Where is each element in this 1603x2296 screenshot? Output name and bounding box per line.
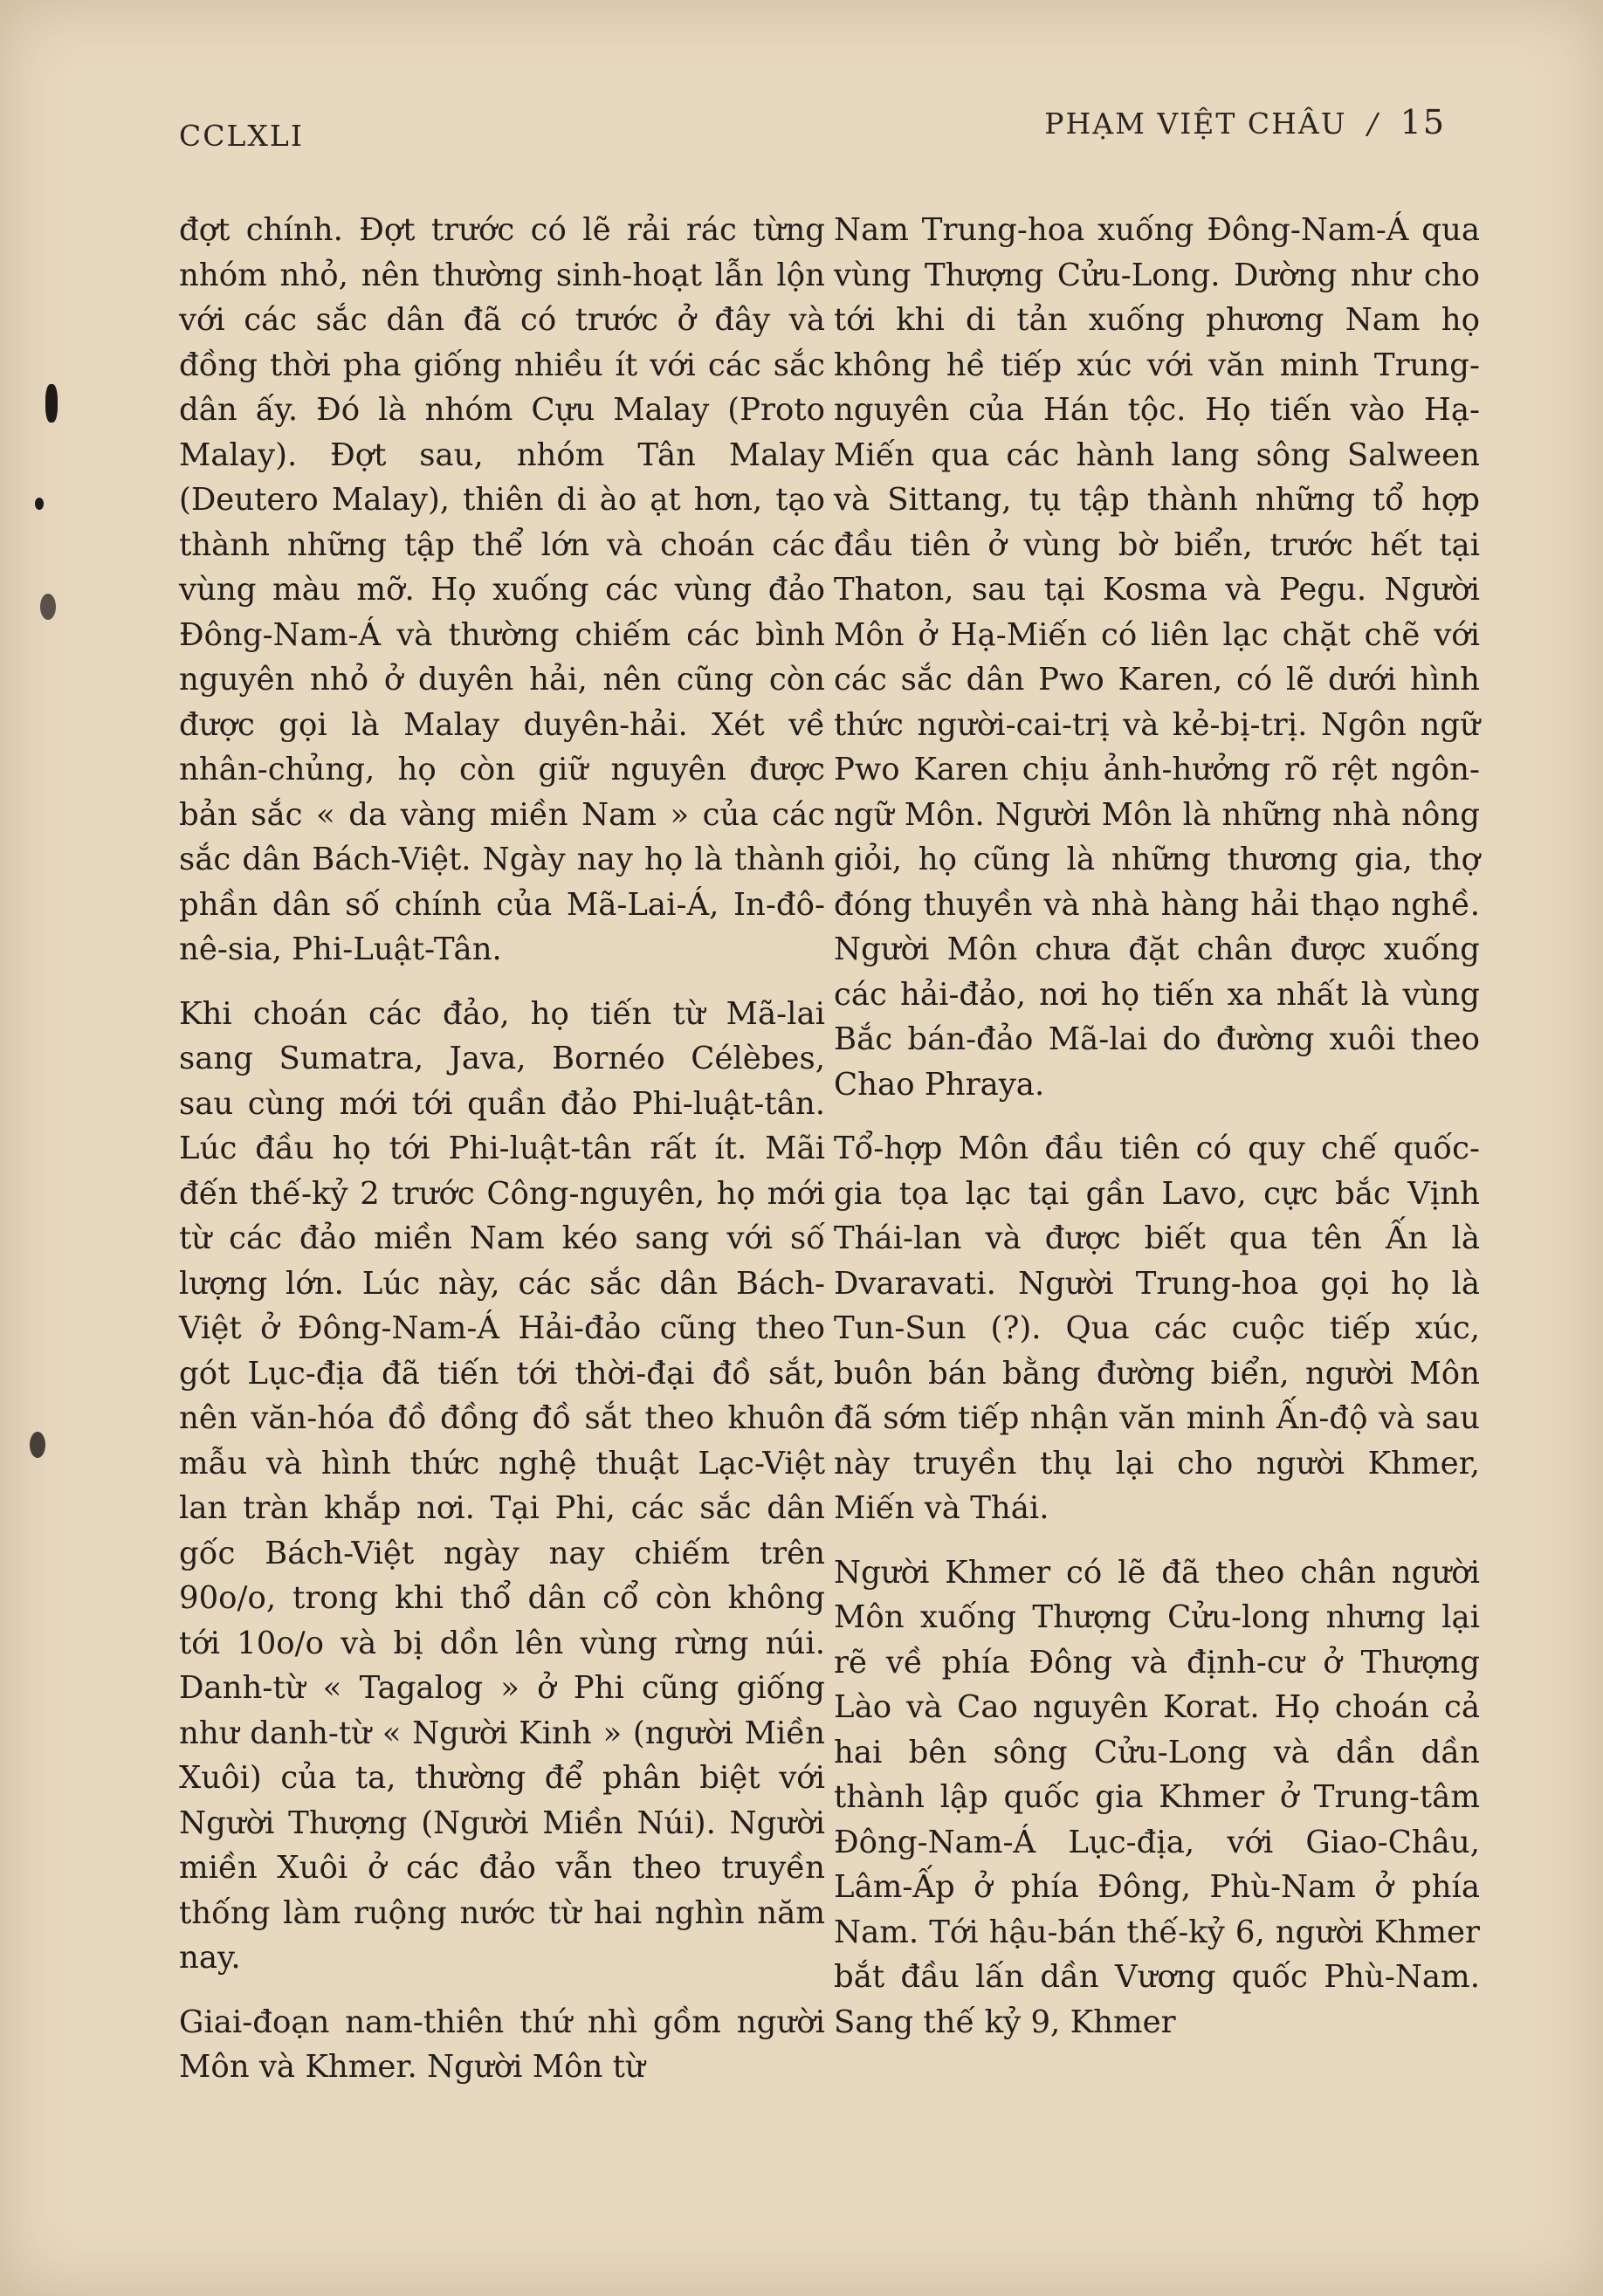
header-series-code: CCLXLI [179, 119, 304, 153]
header-author-page [1044, 103, 1446, 141]
ink-spot-mark [45, 384, 58, 423]
ink-spot-mark [40, 594, 56, 620]
left-text-column [179, 208, 825, 2090]
page-header [179, 103, 1446, 155]
header-author: PHẠM VIỆT CHÂU [1044, 107, 1347, 141]
paragraph: Khi choán các đảo, họ tiến từ Mã-lai sang Sumatra, Java, Bornéo Célèbes, sau cùng mới tới quần đảo Phi-luật-tân. Lúc đầu họ tới Phi-luật-tân rất ít. Mãi đến thế-kỷ 2 trước Công-nguyên, họ mới từ các đảo miền Nam kéo sang với số lượng lớn. Lúc này, các sắc dân Bách-Việt ở Đông-Nam-Á Hải-đảo cũng theo gót Lục-địa đã tiến tới thời-đại đồ sắt, nên văn-hóa đồ đồng đồ sắt theo khuôn mẫu và hình thức nghệ thuật Lạc-Việt lan tràn khắp nơi. Tại Phi, các sắc dân gốc Bách-Việt ngày nay chiếm trên 90o/o, trong khi thổ dân cổ còn không tới 10o/o và bị dồn lên vùng rừng núi. Danh-từ « Tagalog » ở Phi cũng giống như danh-từ « Người Kinh » (người Miền Xuôi) của ta, thường để phân biệt với Người Thượng (Người Miền Núi). Người miền Xuôi ở các đảo vẫn theo truyền thống làm ruộng nước từ hai nghìn năm nay. [179, 995, 825, 1976]
page-number: 15 [1400, 103, 1446, 141]
ink-spot-mark [30, 1432, 45, 1458]
header-separator: / [1367, 107, 1379, 141]
right-text-column [834, 208, 1480, 2045]
paragraph: đợt chính. Đợt trước có lẽ rải rác từng nhóm nhỏ, nên thường sinh-hoạt lẫn lộn với các sắc dân đã có trước ở đây và đồng thời pha giống nhiều ít với các sắc dân ấy. Đó là nhóm Cựu Malay (Proto Malay). Đợt sau, nhóm Tân Malay (Deutero Malay), thiên di ào ạt hơn, tạo thành những tập thể lớn và choán các vùng màu mỡ. Họ xuống các vùng đảo Đông-Nam-Á và thường chiếm các bình nguyên nhỏ ở duyên hải, nên cũng còn được gọi là Malay duyên-hải. Xét về nhân-chủng, họ còn giữ nguyên được bản sắc « da vàng miền Nam » của các sắc dân Bách-Việt. Ngày nay họ là thành phần dân số chính của Mã-Lai-Á, In-đô-nê-sia, Phi-Luật-Tân. [179, 212, 825, 967]
paragraph: Tổ-hợp Môn đầu tiên có quy chế quốc-gia tọa lạc tại gần Lavo, cực bắc Vịnh Thái-lan và được biết qua tên Ấn là Dvaravati. Người Trung-hoa gọi họ là Tun-Sun (?). Qua các cuộc tiếp xúc, buôn bán bằng đường biển, người Môn đã sớm tiếp nhận văn minh Ấn-độ và sau này truyền thụ lại cho người Khmer, Miến và Thái. [834, 1131, 1480, 1526]
paragraph: Giai-đoạn nam-thiên thứ nhì gồm người Môn và Khmer. Người Môn từ [179, 2004, 825, 2085]
paragraph: Người Khmer có lẽ đã theo chân người Môn xuống Thượng Cửu-long nhưng lại rẽ về phía Đông và định-cư ở Thượng Lào và Cao nguyên Korat. Họ choán cả hai bên sông Cửu-Long và dần dần thành lập quốc gia Khmer ở Trung-tâm Đông-Nam-Á Lục-địa, với Giao-Châu, Lâm-Ấp ở phía Đông, Phù-Nam ở phía Nam. Tới hậu-bán thế-kỷ 6, người Khmer bắt đầu lấn dần Vương quốc Phù-Nam. Sang thế kỷ 9, Khmer [834, 1554, 1480, 2040]
paragraph: Nam Trung-hoa xuống Đông-Nam-Á qua vùng Thượng Cửu-Long. Dường như cho tới khi di tản xuống phương Nam họ không hề tiếp xúc với văn minh Trung-nguyên của Hán tộc. Họ tiến vào Hạ-Miến qua các hành lang sông Salween và Sittang, tụ tập thành những tổ hợp đầu tiên ở vùng bờ biển, trước hết tại Thaton, sau tại Kosma và Pegu. Người Môn ở Hạ-Miến có liên lạc chặt chẽ với các sắc dân Pwo Karen, có lẽ dưới hình thức người-cai-trị và kẻ-bị-trị. Ngôn ngữ Pwo Karen chịu ảnh-hưởng rõ rệt ngôn-ngữ Môn. Người Môn là những nhà nông giỏi, họ cũng là những thương gia, thợ đóng thuyền và nhà hàng hải thạo nghề. Người Môn chưa đặt chân được xuống các hải-đảo, nơi họ tiến xa nhất là vùng Bắc bán-đảo Mã-lai do đường xuôi theo Chao Phraya. [834, 212, 1480, 1103]
ink-spot-mark [35, 498, 44, 510]
